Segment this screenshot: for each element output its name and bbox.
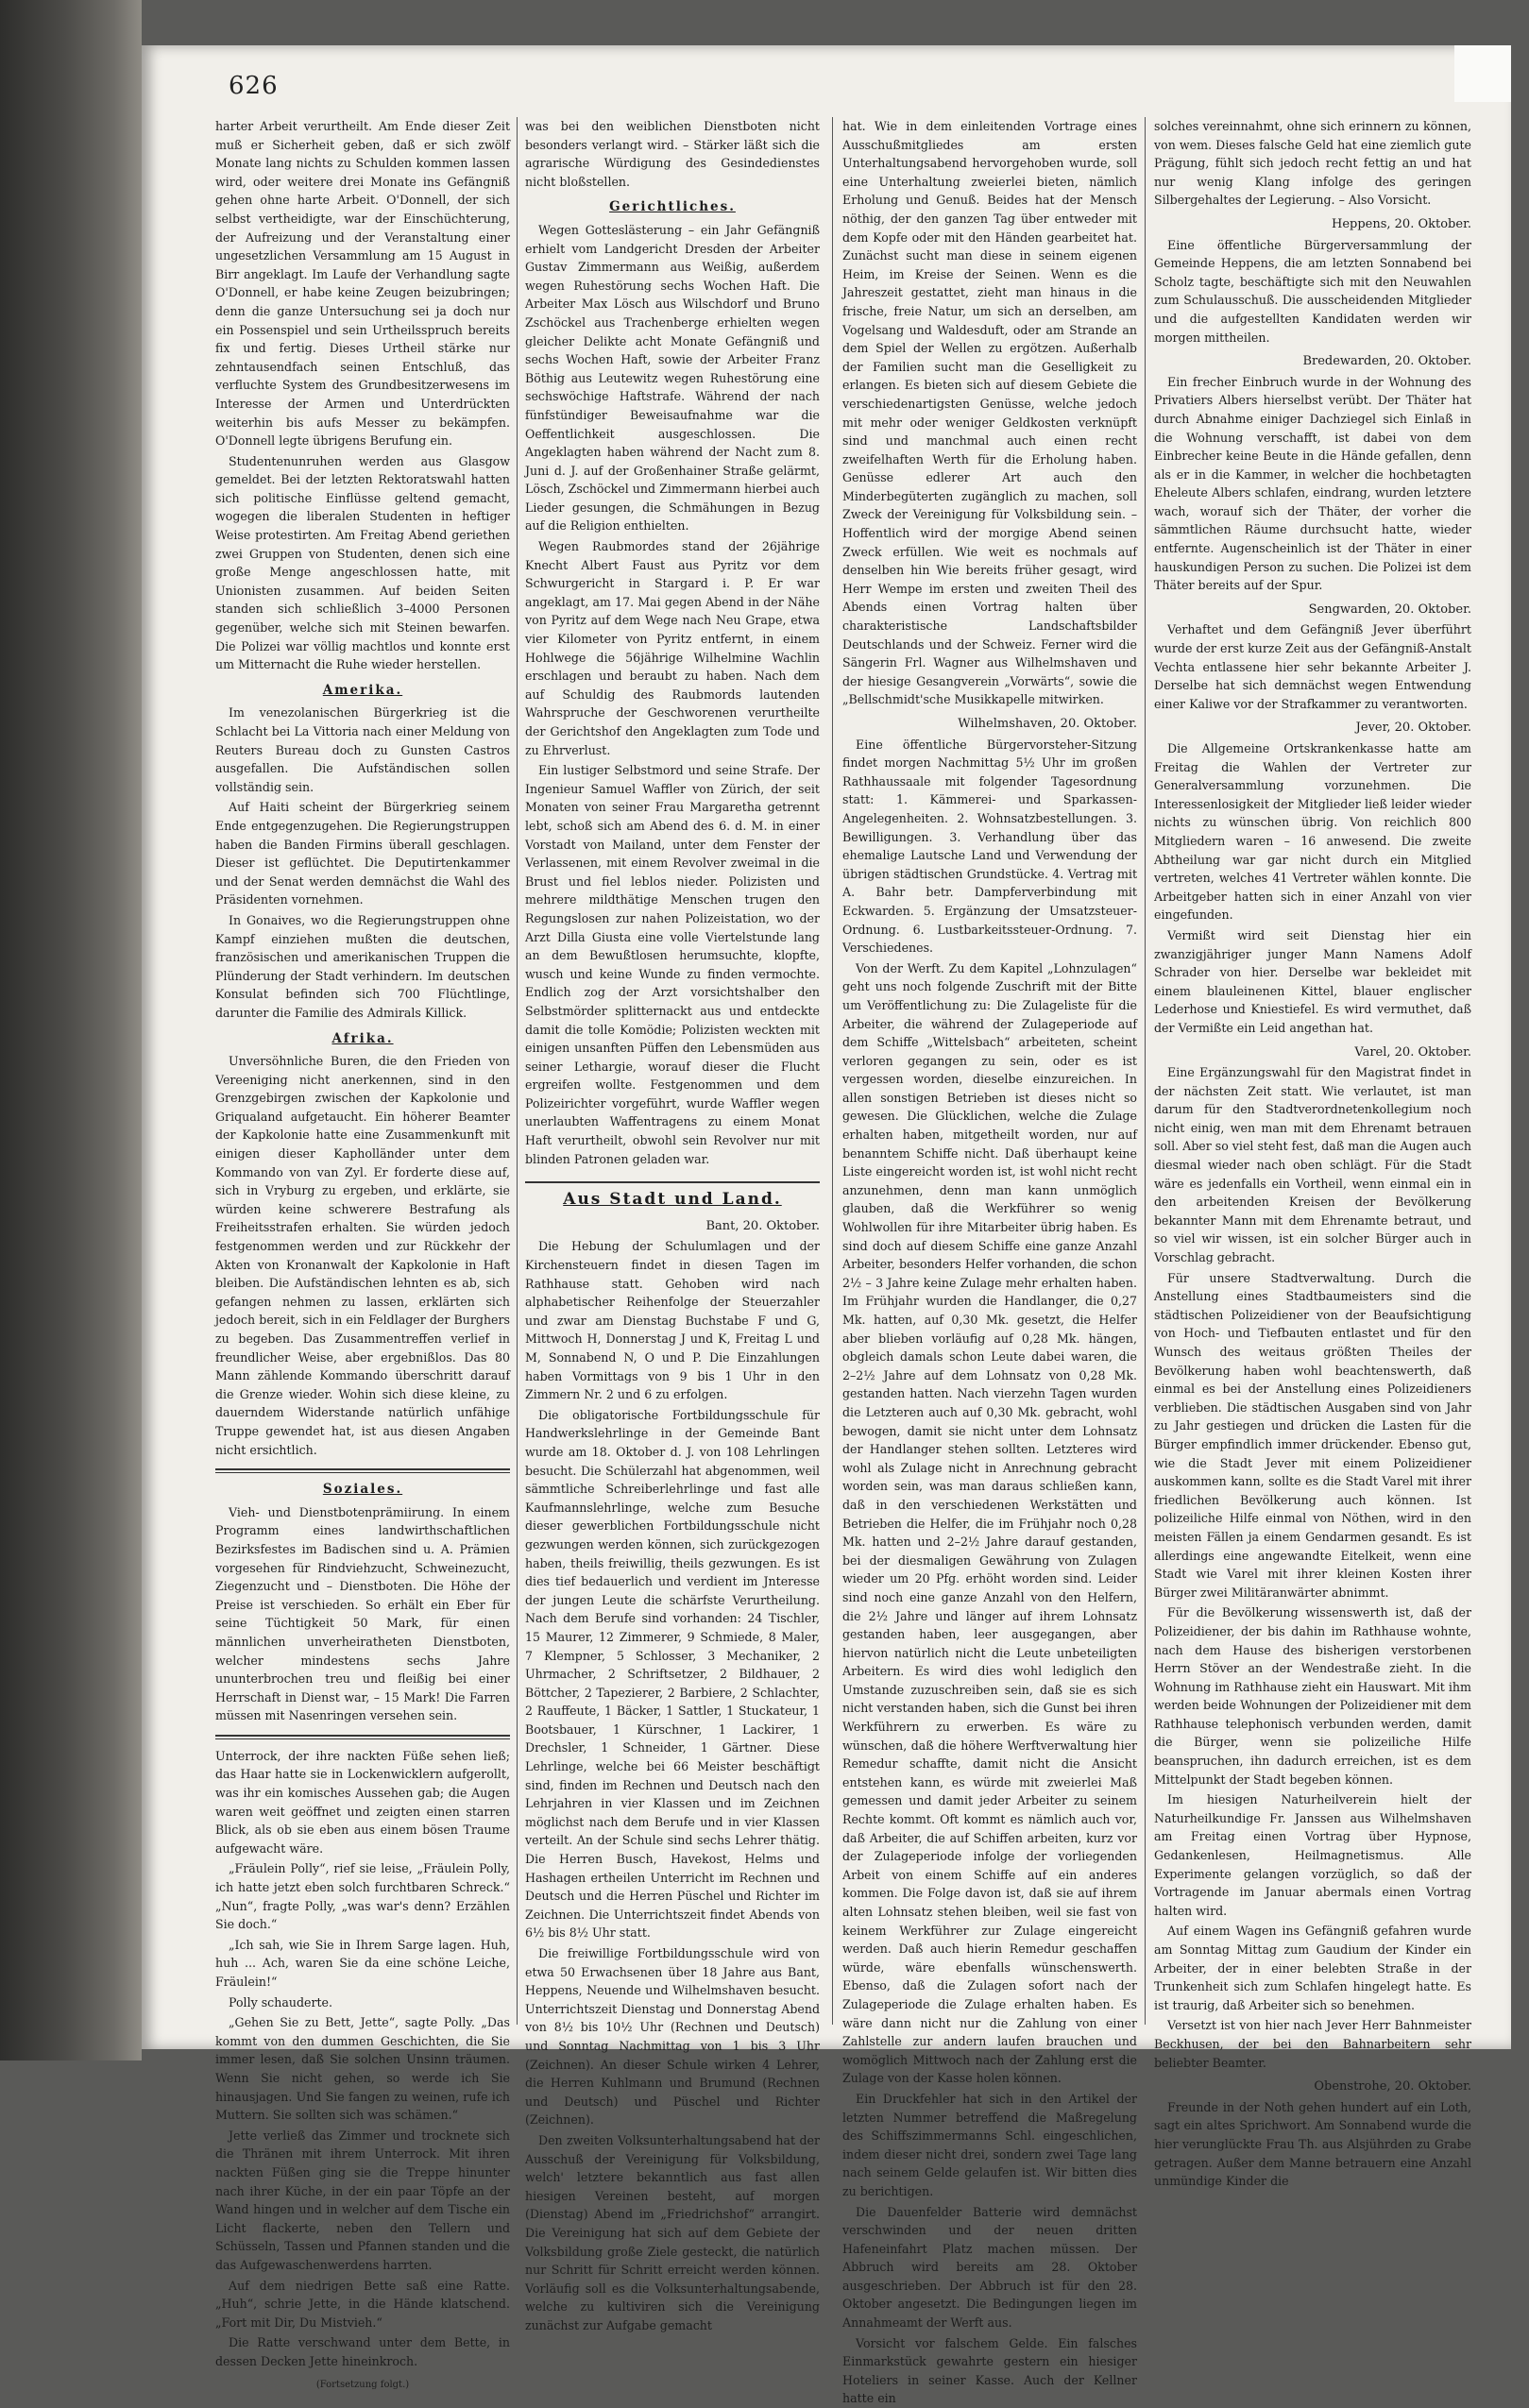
feuilleton-paragraph: „Fräulein Polly“, rief sie leise, „Fräulein Polly, ich hatte jetzt eben solch furchtbaren Schreck.“ „Nun“, fragte Polly, „was war's denn? Erzählen Sie doch.“ xyxy=(215,1861,510,1932)
article-paragraph: Vieh- und Dienstbotenprämiirung. In einem Programm eines landwirthschaftlichen Bezirksfestes im Badischen sind u. A. Prämien vorgesehen für Rindviehzucht, Schweinezucht, Ziegenzucht und – Dienstboten. Die Höhe der Preise ist verschieden. So erhält ein Eber für seine Tüchtigkeit 50 Mark, für einen männlichen unverheiratheten Dienstboten, welcher mindestens sechs Jahre ununterbrochen treu und fleißig bei einer Herrschaft in Dienst war, – 15 Mark! Die Farren müssen mit Nasenringen versehen sein. xyxy=(215,1504,510,1723)
continuation-note: (Fortsetzung folgt.) xyxy=(315,2380,410,2391)
feuilleton-paragraph: Unterrock, der ihre nackten Füße sehen ließ; das Haar hatte sie in Lockenwicklern aufgerollt, was ihr ein komisches Aussehen gab; die Augen waren weit geöffnet und zeigten einen starren Blick, als ob sie eben aus einem bösen Traume aufgewacht wäre. xyxy=(215,1748,510,1856)
article-paragraph: In Gonaives, wo die Regierungstruppen ohne Kampf einziehen mußten die deutschen, französischen und amerikanischen Truppen die Plünderung der Stadt verhindern. Im deutschen Konsulat befinden sich 700 Flüchtlinge, darunter die Familie des Admirals Killick. xyxy=(215,912,510,1020)
article-paragraph: Vorsicht vor falschem Gelde. Ein falsches Einmarkstück gewahrte gestern ein hiesiger Hoteliers in seiner Kasse. Auch der Kellner hatte ein xyxy=(842,2335,1137,2406)
article-paragraph: solches vereinnahmt, ohne sich erinnern zu können, von wem. Dieses falsche Geld hat eine ziemlich gute Prägung, fühlt sich jedoch recht fettig an und hat nur wenig Klang infolge des geringen Silbergehaltes der Legierung. – Also Vorsicht. xyxy=(1154,119,1471,208)
page-number: 626 xyxy=(229,72,279,100)
article-paragraph: Studentenunruhen werden aus Glasgow gemeldet. Bei der letzten Rektoratswahl hatten sich politische Einflüsse geltend gemacht, wogegen die liberalen Studenten in heftiger Weise protestirten. Am Freitag Abend geriethen zwei Gruppen von Studenten, denen sich eine große Menge angeschlossen hatte, mit Unionisten zusammen. Auf beiden Seiten standen sich schließlich 3–4000 Personen gegenüber, welche sich mit Steinen bewarfen. Die Polizei war völlig machtlos und konnte erst um Mitternacht die Ruhe wieder herstellen. xyxy=(215,453,510,672)
article-paragraph: Unversöhnliche Buren, die den Frieden von Vereeniging nicht anerkennen, sind in den Grenzgebirgen zwischen der Kapkolonie und Griqualand aufgetaucht. Ein höherer Beamter der Kapkolonie hatte eine Zusammenkunft mit einigen dieser Kapholländer unter dem Kommando von van Zyl. Er forderte diese auf, sich in Vryburg zu ergeben, und erklärte, sie würden keine schwerere Bestrafung als Freiheitsstrafen erhalten. Sie würden jedoch festgenommen werden und zur Rückkehr der Akten von Kronanwalt der Kapkolonie in Haft bleiben. Die Aufständischen lehnten es ab, sich gefangen nehmen zu lassen, erklärten sich jedoch bereit, sich in ein Feldlager der Burghers zu begeben. Das Zusammentreffen verlief in freundlicher Weise, aber ergebnißlos. Das 80 Mann zählende Kommando überschritt darauf die Grenze wieder. Wohin sich diese kleine, zu dauerndem Widerstande natürlich unfähige Truppe gewendet hat, ist aus diesen Angaben nicht ersichtlich. xyxy=(215,1054,510,1457)
article-paragraph: Vermißt wird seit Dienstag hier ein zwanzigjähriger junger Mann Namens Adolf Schrader von hier. Derselbe war bekleidet mit einem blauleinenen Kittel, blauer englischer Lederhose und Kniestiefel. Es wird vermuthet, daß der Vermißte ein Leid angethan hat. xyxy=(1154,927,1471,1035)
article-paragraph: Verhaftet und dem Gefängniß Jever überführt wurde der erst kurze Zeit aus der Gefängniß-Anstalt Vechta entlassene hier sehr bekannte Arbeiter J. Derselbe hat sich demnächst wegen Entwendung einer Kaliwe vor der Strafkammer zu verantworten. xyxy=(1154,622,1471,711)
article-paragraph: Im venezolanischen Bürgerkrieg ist die Schlacht bei La Vittoria nach einer Meldung von Reuters Bureau doch zu Gunsten Castros ausgefallen. Die Aufständischen sollen vollständig sein. xyxy=(215,705,510,794)
article-paragraph: Freunde in der Noth gehen hundert auf ein Loth, sagt ein altes Sprichwort. Am Sonnabend wurde die hier verunglückte Frau Th. aus Alsjührden zu Grabe getragen. Außer dem Manne betrauern eine Anzahl unmündige Kinder die xyxy=(1154,2099,1471,2189)
article-paragraph: Ein Druckfehler hat sich in den Artikel der letzten Nummer betreffend die Maßregelung des Schiffszimmermanns Schl. eingeschlichen, indem dieser nicht drei, sondern zwei Tage lang nach seinem Gelde gelaufen ist. Wir bitten dies zu berichtigen. xyxy=(842,2091,1137,2198)
column-rule xyxy=(832,117,833,2025)
feuilleton-paragraph: Polly schauderte. xyxy=(229,1994,333,2009)
dateline: Bant, 20. Oktober. xyxy=(705,1218,820,1233)
dateline: Jever, 20. Oktober. xyxy=(1355,721,1471,736)
article-paragraph: Versetzt ist von hier nach Jever Herr Bahnmeister Beckhusen, der bei den Bahnarbeitern sehr beliebter Beamter. xyxy=(1154,2018,1471,2070)
dateline: Wilhelmshaven, 20. Oktober. xyxy=(958,717,1137,731)
column-3 xyxy=(842,117,1137,2406)
section-heading-afrika: Afrika. xyxy=(331,1030,394,1046)
article-paragraph: Ein frecher Einbruch wurde in der Wohnung des Privatiers Albers hierselbst verübt. Der Thäter hat durch Abnahme einiger Dachziegel sich Einlaß in die Wohnung verschafft, ist dabei von dem Einbrecher keine Beute in die Hände gefallen, denn als er in die Kammer, in welcher die hochbetagten Eheleute Albers schlafen, eindrang, wurden letztere wach, worauf sich der Thäter, der vorher die sämmtlichen Räume durchsucht hatte, wieder entfernte. Augenscheinlich ist der Thäter in einer hauskundigen Person zu suchen. Die Polizei ist dem Thäter bereits auf der Spur. xyxy=(1154,374,1471,593)
article-paragraph: Auf Haiti scheint der Bürgerkrieg seinem Ende entgegenzugehen. Die Regierungstruppen haben die Banden Firmins überall geschlagen. Dieser ist geflüchtet. Die Deputirtenkammer und der Senat werden demnächst die Wahl des Präsidenten vornehmen. xyxy=(215,800,510,907)
column-rule xyxy=(517,117,518,2025)
article-paragraph: Im hiesigen Naturheilverein hielt der Naturheilkundige Fr. Janssen aus Wilhelmshaven am Freitag einen Vortrag über Hypnose, Gedankenlesen, Heilmagnetismus. Alle Experimente gelangen vorzüglich, so daß der Vortragende im Januar abermals einen Vortrag halten wird. xyxy=(1154,1792,1471,1918)
newspaper-page xyxy=(142,45,1511,2406)
section-divider xyxy=(215,1468,510,1473)
section-heading-gerichtliches: Gerichtliches. xyxy=(609,199,736,215)
feuilleton-paragraph: Jette verließ das Zimmer und trocknete sich die Thränen mit ihrem Unterrock. Mit ihren nackten Füßen ging sie die Treppe hinunter nach ihrer Küche, in der ein paar Töpfe an der Wand hingen und in welcher auf dem Tische ein Licht flackerte, neben den Tellern und Schüsseln, Tassen und Pfannen standen und die das Aufgewaschenwerdens harrten. xyxy=(215,2128,510,2272)
dateline: Sengwarden, 20. Oktober. xyxy=(1308,602,1471,617)
feuilleton-paragraph: Die Ratte verschwand unter dem Bette, in dessen Decken Jette hineinkroch. xyxy=(215,2335,510,2368)
column-2 xyxy=(525,117,820,2332)
page-corner xyxy=(1454,45,1511,102)
section-heading-amerika: Amerika. xyxy=(322,682,403,698)
article-paragraph: Die Hebung der Schulumlagen und der Kirchensteuern findet in diesen Tagen im Rathhause statt. Gehoben wird nach alphabetischer Reihenfolge der Steuerzahler und zwar am Dienstag Buchstabe F und G, Mittwoch H, Donnerstag J und K, Freitag L und M, Sonnabend N, O und P. Die Einzahlungen haben Vormittags von 9 bis 1 Uhr in den Zimmern Nr. 2 und 6 zu erfolgen. xyxy=(525,1239,820,1402)
article-paragraph: hat. Wie in dem einleitenden Vortrage eines Ausschußmitgliedes am ersten Unterhaltungsabend hervorgehoben wurde, soll eine Unterhaltung zweierlei bieten, nämlich Erholung und Genuß. Beides hat der Mensch nöthig, der den ganzen Tag über entweder mit dem Kopfe oder mit den Händen gearbeitet hat. Zunächst sucht man diese in seinem eigenen Heim, im Kreise der Seinen. Wenn es die Jahreszeit gestattet, zieht man hinaus in die frische, freie Natur, um sich an derselben, am Vogelsang und Waldesduft, oder am Strande an dem Spiel der Wellen zu ergötzen. Außerhalb der Familien sucht man die Geselligkeit zu erlangen. Es bieten sich auf diesem Gebiete die verschiedenartigsten Genüsse, welche jedoch mit mehr oder weniger Geldkosten verknüpft sind und manchmal auch einen recht zweifelhaften Werth für die Erholung haben. Genüsse edlerer Art auch den Minderbegüterten zugänglich zu machen, soll Zweck der Vereinigung für Volksbildung sein. – Hoffentlich wird der morgige Abend seinen Zweck erfüllen. Wie weit es nochmals auf denselben hin Wie bereits früher gesagt, wird Herr Wempe im ersten und zweiten Theil des Abends einen Vortrag halten über charakteristische Landschaftsbilder Deutschlands und der Schweiz. Ferner wird die Sängerin Frl. Wagner aus Wilhelmshaven und der hiesige Gesangverein „Vorwärts“, sowie die „Bellschmidt'sche Musikkapelle mitwirken. xyxy=(842,119,1137,707)
dateline: Heppens, 20. Oktober. xyxy=(1331,216,1471,231)
feuilleton-paragraph: Auf dem niedrigen Bette saß eine Ratte. „Huh“, schrie Jette, in die Hände klatschend. „Fort mit Dir, Du Mistvieh.“ xyxy=(215,2278,510,2330)
article-paragraph: Die Dauenfelder Batterie wird demnächst verschwinden und der neuen dritten Hafeneinfahrt Platz machen müssen. Der Abbruch wird bereits am 28. Oktober ausgeschrieben. Der Abbruch ist für den 28. Oktober angesetzt. Die Bedingungen liegen im Annahmeamt der Werft aus. xyxy=(842,2204,1137,2331)
feuilleton-paragraph: „Ich sah, wie Sie in Ihrem Sarge lagen. Huh, huh ... Ach, waren Sie da eine schöne Leiche, Fräulein!“ xyxy=(215,1937,510,1989)
dateline: Varel, 20. Oktober. xyxy=(1354,1044,1471,1060)
article-paragraph: Eine öffentliche Bürgerversammlung der Gemeinde Heppens, die am letzten Sonnabend bei Scholz tagte, beschäftigte sich mit den Neuwahlen zum Schulausschuß. Die ausscheidenden Mitglieder und die aufgestellten Kandidaten werden wir morgen mittheilen. xyxy=(1154,237,1471,345)
feuilleton-paragraph: „Gehen Sie zu Bett, Jette“, sagte Polly. „Das kommt von den dummen Geschichten, die Sie immer lesen, daß Sie solchen Unsinn träumen. Wenn Sie nicht gehen, so werde ich Sie hinausjagen. Und Sie fangen zu weinen, rufe ich Muttern. Sie sollten sich was schämen.“ xyxy=(215,2015,510,2123)
article-paragraph: Die obligatorische Fortbildungsschule für Handwerkslehrlinge in der Gemeinde Bant wurde am 18. Oktober d. J. von 108 Lehrlingen besucht. Die Schülerzahl hat abgenommen, weil sämmtliche Schreiberlehrlinge und fast alle Kaufmannslehrlinge, welche zum Besuche dieser gewerblichen Fortbildungsschule nicht gezwungen werden können, sich zurückgezogen haben, theils freiwillig, theils gezwungen. Es ist dies tief bedauerlich und verdient im Jnteresse der jungen Leute die schärfste Verurtheilung. Nach dem Berufe sind vorhanden: 24 Tischler, 15 Maurer, 12 Zimmerer, 9 Schmiede, 8 Maler, 7 Klempner, 5 Schlosser, 3 Mechaniker, 2 Uhrmacher, 2 Schriftsetzer, 2 Bildhauer, 2 Böttcher, 2 Tapezierer, 2 Barbiere, 2 Schlachter, 2 Rauffeute, 1 Bäcker, 1 Sattler, 1 Stuckateur, 1 Bootsbauer, 1 Kürschner, 1 Lackirer, 1 Drechsler, 1 Schneider, 1 Gärtner. Diese Lehrlinge, welche bei 66 Meister beschäftigt sind, finden im Rechnen und Deutsch nach den Lehrjahren in vier Klassen und im Zeichnen möglichst nach dem Berufe und in vier Klassen verteilt. An der Schule sind sechs Lehrer thätig. Die Herren Busch, Havekost, Helms und Hashagen ertheilen Unterricht im Rechnen und Deutsch und die Herren Püschel und Richter im Zeichnen. Die Unterrichtszeit findet Abends von 6½ bis 8½ Uhr statt. xyxy=(525,1407,820,1941)
article-paragraph: Auf einem Wagen ins Gefängniß gefahren wurde am Sonntag Mittag zum Gaudium der Kinder ein Arbeiter, der in einer belebten Straße in der Trunkenheit sich zum Schlafen hingelegt hatte. Es ist traurig, daß Arbeiter sich so benehmen. xyxy=(1154,1924,1471,2012)
article-paragraph: Von der Werft. Zu dem Kapitel „Lohnzulagen“ geht uns noch folgende Zuschrift mit der Bitte um Veröffentlichung zu: Die Zulageliste für die Arbeiter, die während der Zulageperiode auf dem Schiffe „Wittelsbach“ arbeiteten, scheint verloren gegangen zu sein, oder es ist vergessen worden, dieselbe einzureichen. In allen sonstigen Betrieben ist dieses nicht so gewesen. Die Glücklichen, welche die Zulage erhalten haben, mitgetheilt worden, nur auf benanntem Schiffe nicht. Daß überhaupt keine Liste eingereicht worden ist, ist wohl nicht recht anzunehmen, denn man kann unmöglich glauben, daß die Werkführer so wenig Wohlwollen für ihre Mitarbeiter übrig haben. Es sind doch auf diesem Schiffe eine ganze Anzahl Arbeiter, besonders Helfer vorhanden, die schon 2½ – 3 Jahre keine Zulage mehr erhalten haben. Im Frühjahr wurden die Handlanger, die 0,27 Mk. hatten, auf 0,30 Mk. gesetzt, die Helfer aber blieben vorläufig auf 0,28 Mk. hängen, obgleich damals schon Leute dabei waren, die 2–2½ Jahre auf dem Lohnsatz von 0,28 Mk. gestanden hatten. Nach vierzehn Tagen wurden die Letzteren auch auf 0,30 Mk. gebracht, wohl bewogen, damit sie nicht unter dem Lohnsatz der Handlanger stehen sollten. Letzteres wird wohl als Zulage nicht in Anrechnung gebracht worden sein, was man daraus schließen kann, daß in den verschiedenen Werkstätten und Betrieben die Helfer, die im Frühjahr noch 0,28 Mk. hatten und 2–2½ Jahre darauf gestanden, bei der diesmaligen Gewährung von Zulagen wieder um 20 Pfg. erhöht worden sind. Leider sind noch eine ganze Anzahl von den Helfern, die 2½ Jahre und länger auf ihrem Lohnsatz gestanden haben, leer ausgegangen, aber hiervon natürlich nicht die Leute unbeteiligten Arbeitern. Es wird dies wohl lediglich den Umstande zuzuschreiben sein, daß sie es sich nicht verstanden haben, sich die Gunst bei ihren Werkführern zu erwerben. Es wäre zu wünschen, daß die höhere Werftverwaltung hier Remedur schaffte, damit nicht die Ansicht entstehen kann, es würde mit zweierlei Maß gemessen und damit jeder Arbeiter zu seinem Rechte kommt. Oft kommt es nämlich auch vor, daß Arbeiter, die auf Schiffen arbeiten, kurz vor der Zulageperiode infolge der vorliegenden Arbeit von einem Schiffe auf ein anderes kommen. Die Folge davon ist, daß sie auf ihrem alten Lohnsatz stehen bleiben, weil sie fast von keinem Werkführer zur Zulage eingereicht werden. Daß auch hierin Remedur geschaffen würde, wäre ebenfalls wünschenswerth. Ebenso, daß die Zulagen sofort nach der Zulageperiode die Zulage erhalten haben. Es wäre dann nicht nur die Zahlung von einer Zahlstelle zur andern laufen brauchen und womöglich Mittwoch nach der Zahlung erst die Zulage von der Kasse holen können. xyxy=(842,960,1137,2086)
article-paragraph: Die Allgemeine Ortskrankenkasse hatte am Freitag die Wahlen der Vertreter zur Generalversammlung vorzunehmen. Die Interessenlosigkeit der Mitglieder ließ leider wieder nichts zu wünschen übrig. Von reichlich 800 Mitgliedern waren – 16 anwesend. Die zweite Abtheilung war gar nicht durch ein Mitglied vertreten, welches 41 Vertreter wählen konnte. Die Arbeitgeber hatten sich in einer Anzahl von vier eingefunden. xyxy=(1154,741,1471,923)
article-paragraph: Wegen Raubmordes stand der 26jährige Knecht Albert Faust aus Pyritz vor dem Schwurgericht in Stargard i. P. Er war angeklagt, am 17. Mai gegen Abend in der Nähe von Pyritz auf dem Wege nach Neu Grape, etwa vier Kilometer von Pyritz entfernt, in einem Hohlwege die 56jährige Wilhelmine Wachlin erschlagen und beraubt zu haben. Nach dem auf Schuldig des Raubmords lautenden Wahrspruche der Geschworenen verurtheilte der Gerichtshof den Angeklagten zum Tode und zu Ehrverlust. xyxy=(525,539,820,757)
column-4 xyxy=(1154,117,1471,2189)
section-heading-stadt-und-land: Aus Stadt und Land. xyxy=(525,1181,820,1210)
article-paragraph: Wegen Gotteslästerung – ein Jahr Gefängniß erhielt vom Landgericht Dresden der Arbeiter Gustav Zimmermann aus Weißig, außerdem wegen Ruhestörung sechs Wochen Haft. Die Arbeiter Max Lösch aus Wilschdorf und Bruno Zschöckel aus Trachenberge erhielten wegen gleicher Delikte acht Monate Gefängniß und sechs Wochen Haft, sowie der Arbeiter Franz Böthig aus Leutewitz wegen Ruhestörung eine sechswöchige Haftstrafe. Während der nach fünfstündiger Beweisaufnahme war die Oeffentlichkeit ausgeschlossen. Die Angeklagten haben während der Nacht zum 8. Juni d. J. auf der Großenhainer Straße gelärmt, Lösch, Zschöckel und Zimmermann hierbei auch Lieder gesungen, die Schmähungen in Bezug auf die Religion enthielten. xyxy=(525,222,820,534)
article-paragraph: Die freiwillige Fortbildungsschule wird von etwa 50 Erwachsenen über 18 Jahre aus Bant, Heppens, Neuende und Wilhelmshaven besucht. Unterrichtszeit Dienstag und Donnerstag Abend von 8½ bis 10½ Uhr (Rechnen und Deutsch) und Sonntag Nachmittag von 1 bis 3 Uhr (Zeichnen). An dieser Schule wirken 4 Lehrer, die Herren Kuhlmann und Brumund (Rechnen und Deutsch) und Püschel und Richter (Zeichnen). xyxy=(525,1946,820,2128)
dateline: Bredewarden, 20. Oktober. xyxy=(1302,354,1471,369)
article-paragraph: harter Arbeit verurtheilt. Am Ende dieser Zeit muß er Sicherheit geben, daß er sich zwölf Monate lang nichts zu Schulden kommen lassen wird, oder weitere drei Monate ins Gefängniß gehen ohne harte Arbeit. O'Donnell, der sich selbst vertheidigte, war der Einschüchterung, der Aufreizung und der Veranstaltung einer ungesetzlichen Versammlung am 15 August in Birr angeklagt. Im Laufe der Verhandlung sagte O'Donnell, er habe keine Zeugen beizubringen; denn die ganze Untersuchung sei ja doch nur ein Possenspiel und sein Urtheilsspruch bereits fix und fertig. Dieses Urtheil stärke nur zehntausendfach seinen Entschluß, das verfluchte System des Grundbesitzerwesens im Interesse der Armen und Unterdrückten weiterhin bis aufs Messer zu bekämpfen. O'Donnell legte übrigens Berufung ein. xyxy=(215,119,510,449)
feuilleton-divider xyxy=(215,1735,510,1739)
article-paragraph: was bei den weiblichen Dienstboten nicht besonders verlangt wird. – Stärker läßt sich die agrarische Würdigung des Gesindedienstes nicht bloßstellen. xyxy=(525,119,820,189)
column-1 xyxy=(215,117,510,2391)
book-binding xyxy=(0,0,142,2060)
dateline: Obenstrohe, 20. Oktober. xyxy=(1314,2079,1471,2094)
article-paragraph: Für unsere Stadtverwaltung. Durch die Anstellung eines Stadtbaumeisters sind die städtischen Polizeidiener von der Beaufsichtigung von Hoch- und Tiefbauten entlastet und für den Wunsch des weitaus größten Theiles der Bevölkerung haben wohl beachtenswerth, daß einmal es bei der Anstellung eines Polizeidieners verblieben. Die städtischen Ausgaben sind von Jahr zu Jahr gestiegen und drücken die Lasten für die Bürger empfindlich immer drückender. Ebenso gut, wie die Stadt Jever mit einem Polizeidiener auskommen kann, sollte es die Stadt Varel mit ihrer friedlichen Bevölkerung auch können. Ist polizeiliche Hilfe einmal von Nöthen, wird in den meisten Fällen ja einem Gendarmen gesandt. Es ist allerdings eine angewandte Eitelkeit, wenn eine Stadt wie Varel mit ihrer kleinen Kosten ihrer Bürger zwei Militäranwärter abnimmt. xyxy=(1154,1270,1471,1600)
column-rule xyxy=(1145,117,1146,2025)
section-heading-soziales: Soziales. xyxy=(322,1482,403,1498)
article-paragraph: Eine Ergänzungswahl für den Magistrat findet in der nächsten Zeit statt. Wie verlautet, ist man darum für den Stadtverordnetenkollegium noch nicht einig, wen man mit dem Ehrenamt betrauen soll. Aber so viel steht fest, daß man die Augen auch diesmal wieder nach oben schlägt. Für die Stadt wäre es jedenfalls ein Vortheil, wenn einmal ein in den arbeitenden Kreisen der Bevölkerung bekannter Mann mit dem Ehrenamte betraut, und so viel wir wissen, ist ein solcher Bürger auch in Vorschlag gebracht. xyxy=(1154,1065,1471,1265)
article-paragraph: Eine öffentliche Bürgervorsteher-Sitzung findet morgen Nachmittag 5½ Uhr im großen Rathhaussaale mit folgender Tagesordnung statt: 1. Kämmerei- und Sparkassen-Angelegenheiten. 2. Wohnsatzbestellungen. 3. Bewilligungen. 3. Verhandlung über das ehemalige Lautsche Land und Verwendung der übrigen städtischen Grundstücke. 4. Vertrag mit A. Bahr betr. Dampferverbindung mit Eckwarden. 5. Ergänzung der Umsatzsteuer-Ordnung. 6. Lustbarkeitssteuer-Ordnung. 7. Verschiedenes. xyxy=(842,737,1137,956)
article-paragraph: Für die Bevölkerung wissenswerth ist, daß der Polizeidiener, der bis dahin im Rathhause wohnte, nach dem Hause des bisherigen verstorbenen Herrn Stöver an der Wendestraße zieht. In die Wohnung im Rathhause zieht ein Hauswart. Mit ihm werden beide Wohnungen der Polizeidiener mit dem Rathhause telephonisch verbunden werden, damit die Bürger, wenn sie polizeiliche Hilfe beanspruchen, ihn dadurch erreichen, ist es dem Mittelpunkt der Stadt begeben können. xyxy=(1154,1605,1471,1787)
article-paragraph: Den zweiten Volksunterhaltungsabend hat der Ausschuß der Vereinigung für Volksbildung, welch' letztere bekanntlich aus fast allen hiesigen Vereinen besteht, auf morgen (Dienstag) Abend im „Friedrichshof“ arrangirt. Die Vereinigung hat sich auf dem Gebiete der Volksbildung große Ziele gesteckt, die natürlich nur Schritt für Schritt erreicht werden können. Vorläufig soll es die Volksunterhaltungsabende, welche zu kultiviren sich die Vereinigung zunächst zur Aufgabe gemacht xyxy=(525,2132,820,2332)
article-paragraph: Ein lustiger Selbstmord und seine Strafe. Der Ingenieur Samuel Waffler von Zürich, der seit Monaten von seiner Frau Margaretha getrennt lebt, schoß sich am Abend des 6. d. M. in einer Vorstadt von Mailand, unter dem Fenster der Verlassenen, mit einem Revolver zweimal in die Brust und fiel leblos nieder. Polizisten und mehrere mildthätige Menschen trugen den Regungslosen zur nahen Polizeistation, wo der Arzt Dilla Giusta eine volle Viertelstunde lang an dem Bewußtlosen herumsuchte, klopfte, wusch und keine Wunde zu finden vermochte. Endlich zog der Arzt vorsichtshalber den Selbstmörder splitternackt aus und entdeckte damit die tolle Komödie; Polizisten weckten mit einigen unsanften Püffen den Lebensmüden aus seiner Lethargie, worauf dieser die Flucht ergreifen wollte. Festgenommen und dem Polizeirichter vorgeführt, wurde Waffler wegen unerlaubten Waffentragens zu einem Monat Haft verurtheilt, obwohl sein Revolver nur mit blinden Patronen geladen war. xyxy=(525,763,820,1166)
